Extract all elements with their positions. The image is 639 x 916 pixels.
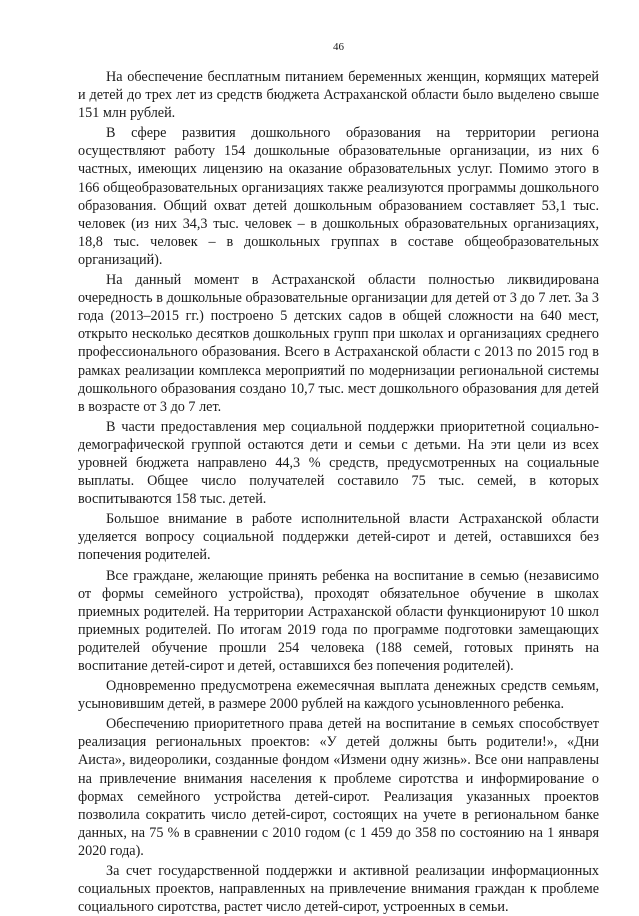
paragraph-5: Большое внимание в работе исполнительной власти Астраханской области уделяется вопросу социальной поддержки детей-сирот и детей, оставшихся без попечения родителей. — [78, 511, 599, 564]
document-body — [78, 68, 599, 916]
page-number: 46 — [333, 41, 344, 53]
paragraph-2: В сфере развития дошкольного образования на территории региона осуществляют работу 154 дошкольные образовательные организации, из них 6 частных, имеющих лицензию на оказание образовательных услуг. Помимо этого в 166 общеобразовательных организациях также реализуются программы дошкольного образования. Общий охват детей дошкольным образованием составляет 53,1 тыс. человек (из них 34,3 тыс. человек – в дошкольных образовательных организациях, 18,8 тыс. человек – в дошкольных группах в составе общеобразовательных организаций). — [78, 125, 599, 268]
paragraph-4: В части предоставления мер социальной поддержки приоритетной социально-демографической группой остаются дети и семьи с детьми. На эти цели из всех уровней бюджета направлено 44,3 % средств, предусмотренных на социальные выплаты. Общее число получателей составило 75 тыс. семей, в которых воспитываются 158 тыс. детей. — [78, 418, 599, 508]
paragraph-9: За счет государственной поддержки и активной реализации информационных социальных проектов, направленных на привлечение внимания граждан к проблеме социального сиротства, растет число детей-сирот, устроенных в семьи. — [78, 863, 599, 916]
paragraph-3: На данный момент в Астраханской области полностью ликвидирована очередность в дошкольные образовательные организации для детей от 3 до 7 лет. За 3 года (2013–2015 гг.) построено 5 детских садов в общей сложности на 640 мест, открыто несколько десятков дошкольных групп при школах и организациях среднего профессионального образования. Всего в Астраханской области с 2013 по 2015 год в рамках реализации комплекса мероприятий по модернизации региональной системы дошкольного образования создано 10,7 тыс. мест дошкольного образования для детей в возрасте от 3 до 7 лет. — [78, 272, 599, 415]
paragraph-8: Обеспечению приоритетного права детей на воспитание в семьях способствует реализация региональных проектов: «У детей должны быть родители!», «Дни Аиста», видеоролики, созданные фондом «Измени одну жизнь». Все они направлены на привлечение внимания населения к проблеме сиротства и информирование о формах семейного устройства детей-сирот. Реализация указанных проектов позволила сократить число детей-сирот, состоящих на учете в региональном банке данных, на 75 % в сравнении с 2010 годом (с 1 459 до 358 по состоянию на 1 января 2020 года). — [78, 716, 599, 859]
paragraph-6: Все граждане, желающие принять ребенка на воспитание в семью (независимо от формы семейного устройства), проходят обязательное обучение в школах приемных родителей. На территории Астраханской области функционируют 10 школ приемных родителей. По итогам 2019 года по программе подготовки замещающих родителей обучение прошли 254 человека (188 семей, готовых принять на воспитание детей-сирот и детей, оставшихся без попечения родителей). — [78, 567, 599, 674]
paragraph-1: На обеспечение бесплатным питанием беременных женщин, кормящих матерей и детей до трех лет из средств бюджета Астраханской области было выделено свыше 151 млн рублей. — [78, 69, 599, 122]
paragraph-7: Одновременно предусмотрена ежемесячная выплата денежных средств семьям, усыновившим детей, в размере 2000 рублей на каждого усыновленного ребенка. — [78, 678, 599, 713]
